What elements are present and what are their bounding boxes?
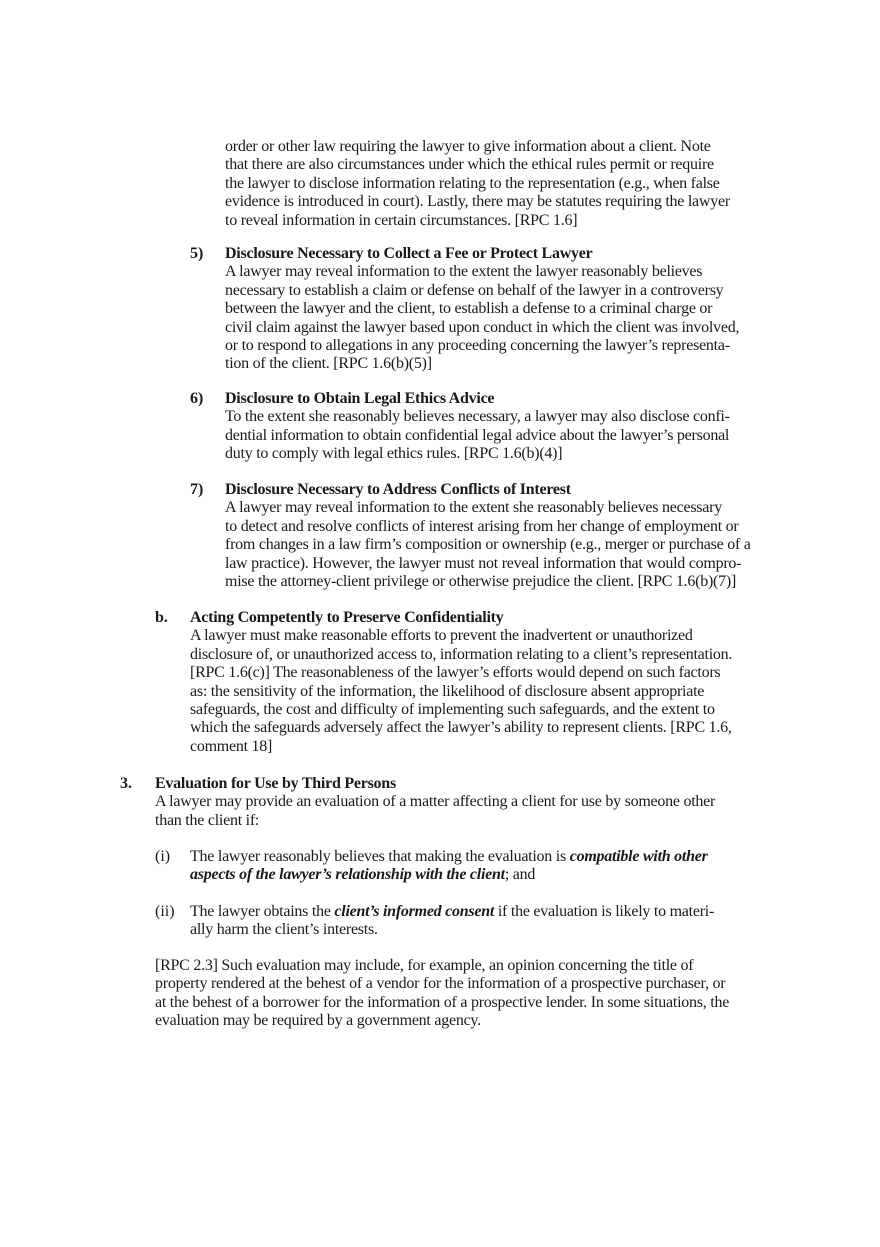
body-text: at the behest of a borrower for the information of a prospective lender. In some situations, the: [155, 993, 730, 1011]
body-text: necessary to establish a claim or defense on behalf of the lawyer in a controversy: [225, 281, 724, 299]
body-text: [RPC 1.6(c)] The reasonableness of the lawyer’s efforts would depend on such factors: [190, 664, 721, 682]
paragraph-continuation: [225, 138, 730, 230]
body-text: mise the attorney-client privilege or otherwise prejudice the client. [RPC 1.6(b)(7)]: [225, 573, 737, 591]
section-heading: Disclosure to Obtain Legal Ethics Advice: [225, 390, 495, 407]
text-line: [190, 646, 732, 664]
text-line: [225, 536, 751, 554]
body-text: to detect and resolve conflicts of interest arising from her change of employment or: [225, 517, 739, 535]
text-line: [225, 355, 739, 373]
text-line: [225, 156, 730, 174]
body-text: tion of the client. [RPC 1.6(b)(5)]: [225, 355, 432, 373]
text-line: [155, 975, 729, 993]
text-line: [225, 212, 730, 230]
body-text: A lawyer may reveal information to the extent the lawyer reasonably believes: [225, 263, 703, 281]
text-line: [155, 775, 715, 793]
emphasis-text: compatible with other: [569, 848, 708, 865]
text-line: [225, 573, 751, 591]
body-text: as: the sensitivity of the information, the likelihood of disclosure absent appropriate: [190, 682, 705, 700]
text-line: [190, 866, 708, 884]
text-line: [225, 555, 751, 573]
text-line: [225, 445, 730, 463]
text-line: [225, 175, 730, 193]
text-line: [155, 994, 729, 1012]
body-text: between the lawyer and the client, to establish a defense to a criminal charge or: [225, 300, 713, 318]
emphasis-text: client’s informed consent: [334, 903, 495, 920]
text-line: [190, 848, 708, 866]
body-text: the lawyer to disclose information relating to the representation (e.g., when false: [225, 174, 720, 192]
item-number-7: 7): [190, 481, 204, 498]
text-line: [225, 263, 739, 281]
text-line: [225, 337, 739, 355]
body-text: than the client if:: [155, 811, 260, 829]
body-text: law practice). However, the lawyer must not reveal information that would compro-: [225, 554, 742, 572]
text-line: [225, 481, 751, 499]
text-line: [190, 609, 732, 627]
body-text: or to respond to allegations in any proceeding concerning the lawyer’s representa-: [225, 337, 730, 355]
body-text: ; and: [504, 866, 536, 884]
closing-paragraph: [155, 957, 729, 1031]
body-text: comment 18]: [190, 737, 273, 755]
text-line: [155, 1012, 729, 1030]
text-line: [190, 903, 714, 921]
body-text: The lawyer obtains the: [190, 903, 335, 920]
body-text: if the evaluation is likely to materi-: [494, 903, 715, 920]
item-roman-i: (i): [155, 848, 171, 865]
text-line: [225, 300, 739, 318]
body-text: that there are also circumstances under which the ethical rules permit or require: [225, 156, 714, 174]
body-text: civil claim against the lawyer based upon conduct in which the client was involved,: [225, 318, 740, 336]
section-3-evaluation: [155, 775, 715, 830]
body-text: A lawyer must make reasonable efforts to prevent the inadvertent or unauthorized: [190, 627, 693, 645]
body-text: from changes in a law firm’s composition or ownership (e.g., merger or purchase of a: [225, 536, 751, 554]
text-line: [225, 282, 739, 300]
text-line: [190, 738, 732, 756]
text-line: [225, 319, 739, 337]
text-line: [155, 812, 715, 830]
body-text: ally harm the client’s interests.: [190, 921, 378, 939]
section-b-competence: [190, 609, 732, 756]
text-line: [190, 627, 732, 645]
condition-i: [190, 848, 708, 885]
condition-ii: [190, 903, 714, 940]
section-7-conflicts: [225, 481, 751, 591]
body-text: To the extent she reasonably believes necessary, a lawyer may also disclose confi-: [225, 408, 730, 426]
body-text: safeguards, the cost and difficulty of implementing such safeguards, and the extent to: [190, 701, 715, 719]
section-heading: Disclosure Necessary to Collect a Fee or Protect Lawyer: [225, 245, 593, 262]
section-heading: Disclosure Necessary to Address Conflicts of Interest: [225, 481, 571, 498]
text-line: [225, 408, 730, 426]
body-text: A lawyer may provide an evaluation of a matter affecting a client for use by someone other: [155, 793, 716, 811]
body-text: evaluation may be required by a government agency.: [155, 1012, 481, 1030]
text-line: [155, 957, 729, 975]
body-text: to reveal information in certain circumstances. [RPC 1.6]: [225, 211, 578, 229]
body-text: evidence is introduced in court). Lastly, there may be statutes requiring the lawyer: [225, 193, 730, 211]
body-text: disclosure of, or unauthorized access to, information relating to a client’s representation.: [190, 645, 733, 663]
item-number-6: 6): [190, 390, 204, 407]
text-line: [225, 138, 730, 156]
text-line: [190, 664, 732, 682]
text-line: [190, 719, 732, 737]
item-number-3: 3.: [120, 775, 132, 792]
section-5-fee-disclosure: [225, 245, 739, 374]
text-line: [225, 518, 751, 536]
item-roman-ii: (ii): [155, 903, 175, 920]
text-line: [155, 793, 715, 811]
body-text: which the safeguards adversely affect the lawyer’s ability to represent clients. [RPC 1.6,: [190, 719, 732, 737]
body-text: The lawyer reasonably believes that making the evaluation is: [190, 848, 570, 865]
item-number-5: 5): [190, 245, 204, 262]
section-6-ethics-advice: [225, 390, 730, 464]
body-text: order or other law requiring the lawyer to give information about a client. Note: [225, 138, 711, 155]
text-line: [225, 193, 730, 211]
emphasis-text: aspects of the lawyer’s relationship with the client: [190, 866, 505, 884]
body-text: [RPC 2.3] Such evaluation may include, for example, an opinion concerning the title of: [155, 957, 694, 974]
body-text: dential information to obtain confidential legal advice about the lawyer’s personal: [225, 426, 730, 444]
text-line: [225, 499, 751, 517]
body-text: A lawyer may reveal information to the extent she reasonably believes necessary: [225, 499, 722, 517]
item-letter-b: b.: [155, 609, 168, 626]
text-line: [225, 427, 730, 445]
text-line: [190, 683, 732, 701]
text-line: [225, 245, 739, 263]
body-text: property rendered at the behest of a vendor for the information of a prospective purchaser, or: [155, 975, 726, 993]
text-line: [190, 921, 714, 939]
section-heading: Acting Competently to Preserve Confidentiality: [190, 609, 504, 626]
body-text: duty to comply with legal ethics rules. [RPC 1.6(b)(4)]: [225, 445, 563, 463]
section-heading: Evaluation for Use by Third Persons: [155, 775, 396, 792]
text-line: [225, 390, 730, 408]
text-line: [190, 701, 732, 719]
